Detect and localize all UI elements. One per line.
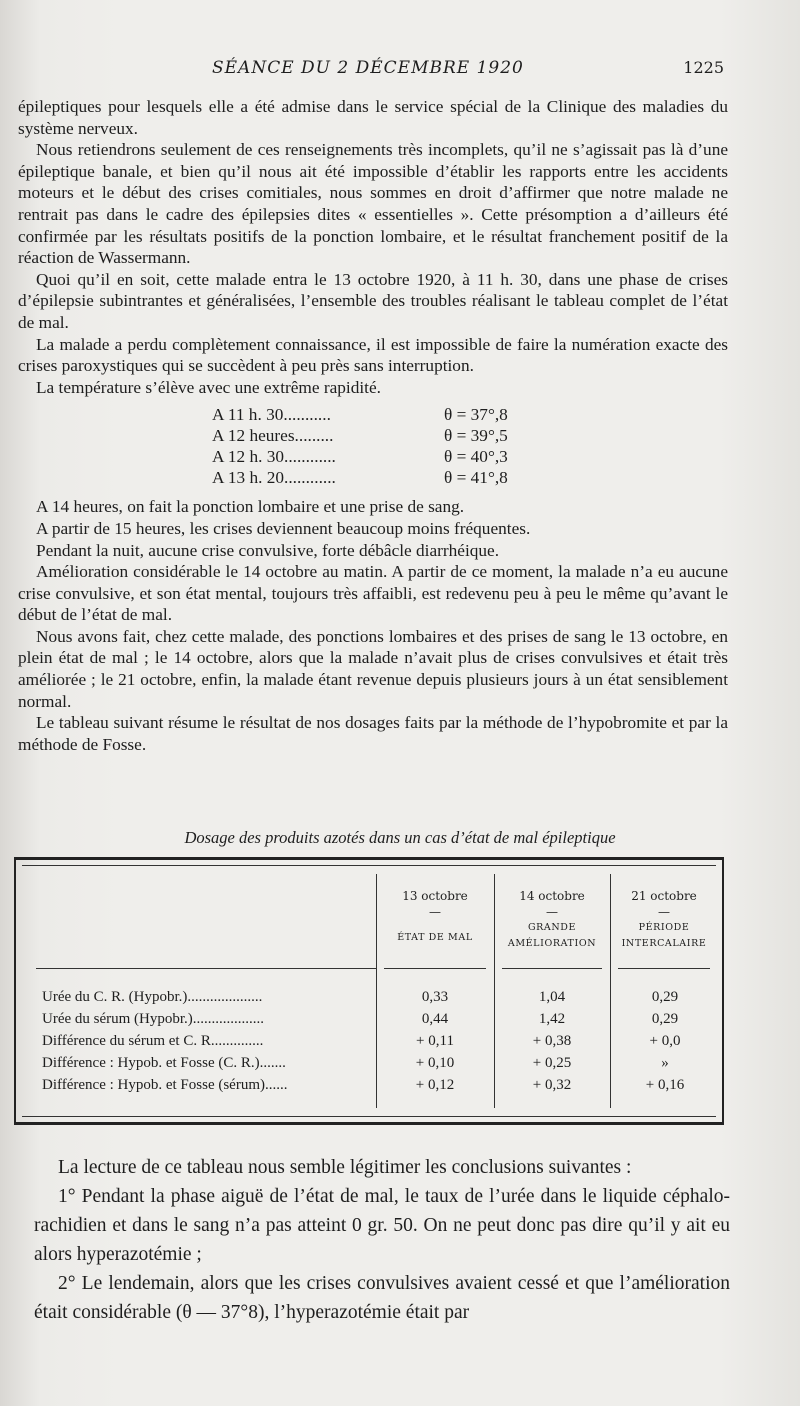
column-date: 13 octobre [402,889,468,903]
row-label: Différence : Hypob. et Fosse (C. R.)....... [42,1055,286,1071]
table-cell: » [661,1055,669,1071]
temperature-value: θ = 40°,3 [444,447,508,467]
column-phase: PÉRIODE INTERCALAIRE [621,922,707,949]
paragraph: Pendant la nuit, aucune crise convulsive, forte débâcle diarrhéique. [36,540,500,560]
column-divider [494,874,495,1108]
row-label: Différence du sérum et C. R.............. [42,1033,264,1049]
table-cell: + 0,0 [649,1033,681,1049]
page-number: 1225 [683,58,724,77]
column-dash: — [429,905,441,919]
temperature-time: A 11 h. 30........... [212,405,331,425]
header-rule [618,968,710,969]
running-title: SÉANCE DU 2 DÉCEMBRE 1920 [212,58,524,78]
paragraph: 1° Pendant la phase aiguë de l’état de mal, le taux de l’urée dans le liquide céphalo-rachidien et dans le sang n’a pas atteint 0 gr. 50. On ne peut donc pas dire qu’il y ait eu alors hyperazotémie ; [34,1186,730,1265]
table-cell: 0,44 [421,1011,449,1027]
paragraph: La lecture de ce tableau nous semble légitimer les conclusions suivantes : [58,1157,632,1178]
table-cell: + 0,32 [532,1077,572,1093]
urea-table [14,857,724,1125]
paragraph: Nous avons fait, chez cette malade, des ponctions lombaires et des prises de sang le 13 octobre, en plein état de mal ; le 14 octobre, alors que la malade n’avait plus de crises convulsives et était très améliorée ; le 21 octobre, enfin, la malade étant revenue depuis plusieurs jours à un état sensiblement normal. [18,626,728,711]
row-label: Urée du C. R. (Hypobr.).................... [42,989,263,1005]
page-header [0,58,800,82]
temperature-row [212,404,552,425]
row-label: Différence : Hypob. et Fosse (sérum)...... [42,1077,288,1093]
column-date: 14 octobre [519,889,585,903]
table-inner-frame [22,865,716,1117]
paragraph: Le tableau suivant résume le résultat de nos dosages faits par la méthode de l’hypobromite et par la méthode de Fosse. [18,713,728,754]
temperature-value: θ = 41°,8 [444,468,508,488]
header-rule [384,968,486,969]
row-label: Urée du sérum (Hypobr.)................... [42,1011,265,1027]
column-dash: — [546,905,558,919]
paragraph: A 14 heures, on fait la ponction lombaire et une prise de sang. [36,497,465,517]
table-cell: + 0,16 [645,1077,685,1093]
paragraph: Amélioration considérable le 14 octobre au matin. A partir de ce moment, la malade n’a eu aucune crise convulsive, et son état mental, toujours très affaibli, est redevenu peu à peu le même qu’avant le début de l’état de mal. [18,562,728,625]
table-cell: 0,29 [651,989,679,1005]
column-divider [376,874,377,1108]
temperature-row [212,467,552,488]
table-cell: 0,33 [421,989,449,1005]
table-cell: 1,04 [538,989,566,1005]
temperature-value: θ = 39°,5 [444,426,508,446]
column-date: 21 octobre [631,889,697,903]
paragraph: La température s’élève avec une extrême rapidité. [36,377,381,397]
column-phase: GRANDE AMÉLIORATION [507,922,597,949]
table-cell: + 0,25 [532,1055,572,1071]
table-cell: 0,29 [651,1011,679,1027]
table-caption: Dosage des produits azotés dans un cas d’état de mal épileptique [184,828,616,847]
paragraph: épileptiques pour lesquels elle a été admise dans le service spécial de la Clinique des maladies du système nerveux. [18,97,728,138]
paragraph: 2° Le lendemain, alors que les crises convulsives avaient cessé et que l’amélioration était considérable (θ — 37°8), l’hyperazotémie était par [34,1273,730,1323]
table-cell: + 0,38 [532,1033,572,1049]
paragraph: La malade a perdu complètement connaissance, il est impossible de faire la numération exacte des crises paroxystiques qui se succèdent à peu près sans interruption. [18,334,728,376]
column-dash: — [658,905,670,919]
paragraph: Quoi qu’il en soit, cette malade entra le 13 octobre 1920, à 11 h. 30, dans une phase de crises d’épilepsie subintrantes et généralisées, l’ensemble des troubles réalisant le tableau complet de l’état de mal. [18,269,728,332]
table-cell: + 0,12 [415,1077,455,1093]
body-text-bottom [34,1153,730,1327]
column-header [612,888,716,952]
temperature-list [212,404,552,488]
column-header [496,888,608,952]
header-rule [502,968,602,969]
header-rule [36,968,376,969]
column-phase: ÉTAT DE MAL [397,932,473,943]
paragraph: A partir de 15 heures, les crises deviennent beaucoup moins fréquentes. [36,518,531,538]
temperature-time: A 12 h. 30............ [212,447,336,467]
paragraph: Nous retiendrons seulement de ces renseignements très incomplets, qu’il ne s’agissait pas là d’une épileptique banale, et bien qu’il nous ait été impossible d’établir les rapports entre les accidents moteurs et le début des crises comitiales, nous sommes en droit d’affirmer que notre malade ne rentrait pas dans le cadre des épilepsies dites « essentielles ». Cette présomption a d’ailleurs été confirmée par les résultats positifs de la ponction lombaire, et le résultat franchement positif de la réaction de Wassermann. [18,140,728,268]
temperature-row [212,425,552,446]
table-cell: 1,42 [538,1011,566,1027]
temperature-row [212,446,552,467]
temperature-time: A 13 h. 20............ [212,468,336,488]
body-text-top [18,96,728,755]
table-cell: + 0,10 [415,1055,455,1071]
column-header [378,888,492,946]
temperature-time: A 12 heures......... [212,426,334,446]
table-cell: + 0,11 [416,1033,454,1049]
temperature-value: θ = 37°,8 [444,405,508,425]
